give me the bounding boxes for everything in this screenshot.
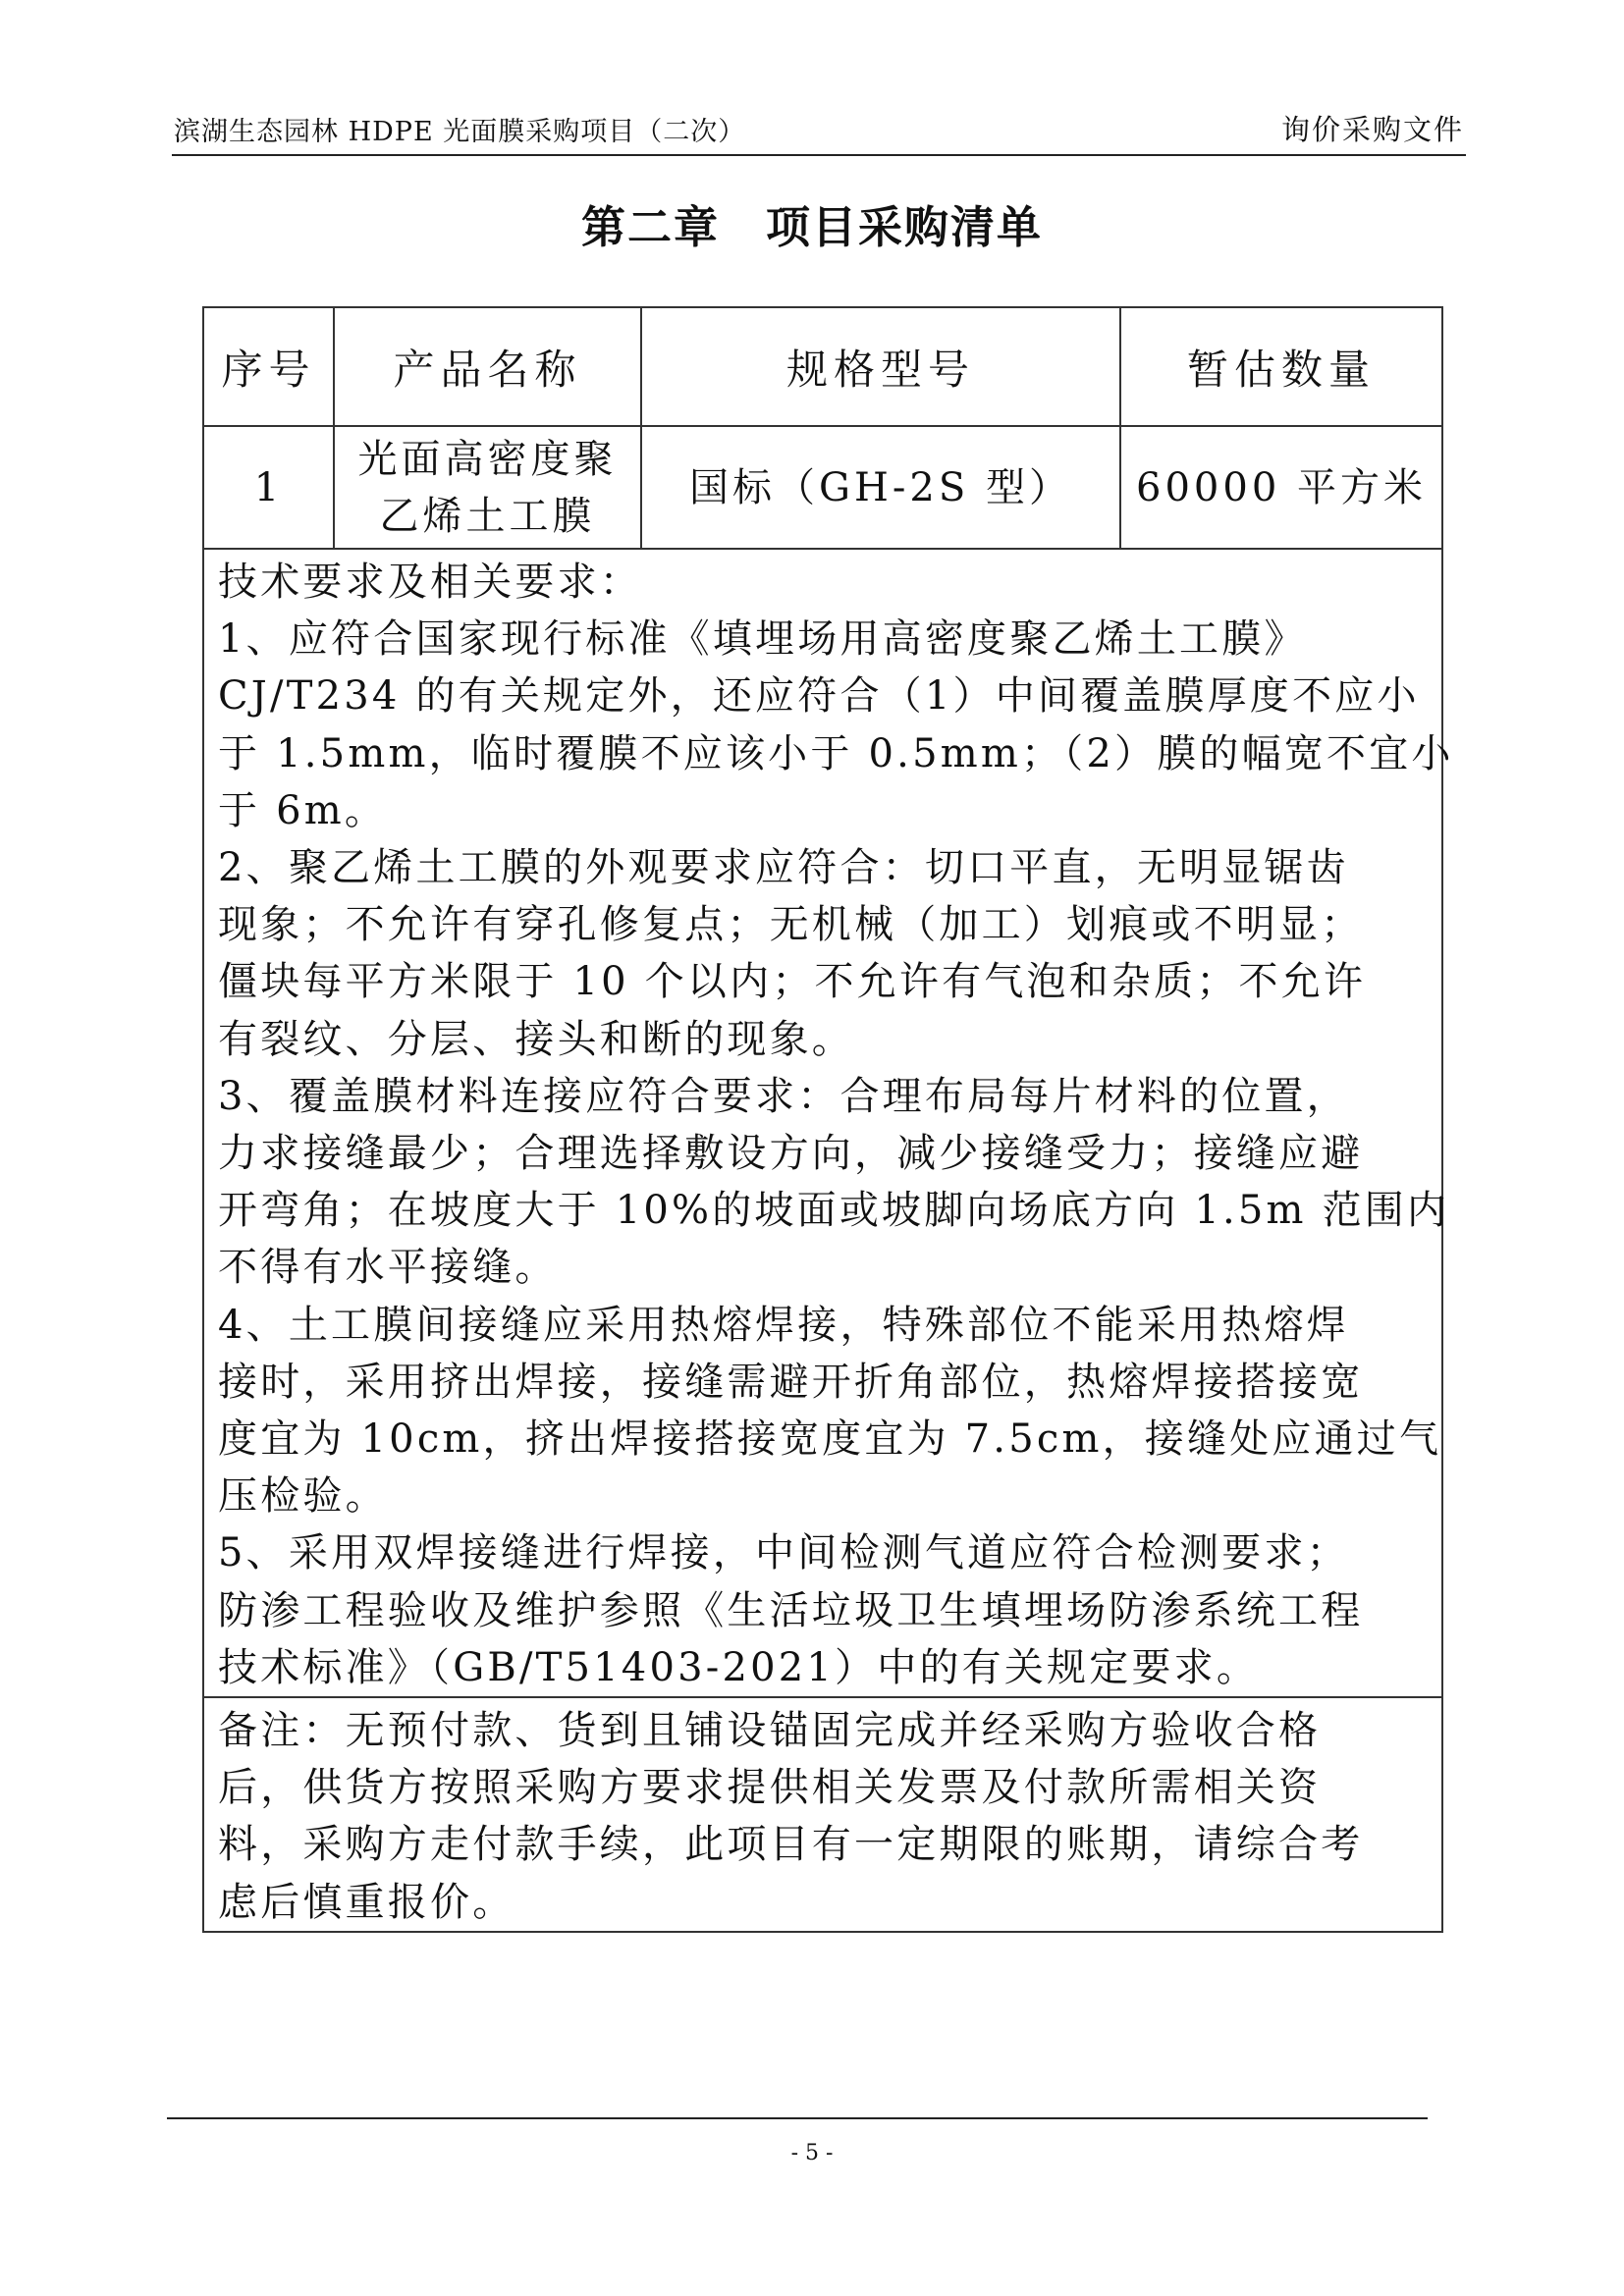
chapter-title: 第二章 项目采购清单 xyxy=(580,201,1043,253)
header-project-name: 滨湖生态园林 HDPE 光面膜采购项目（二次） xyxy=(174,117,746,147)
column-header-quantity: 暂估数量 xyxy=(1120,307,1442,426)
column-header-specification: 规格型号 xyxy=(641,307,1120,426)
cell-index: 1 xyxy=(203,426,334,549)
column-header-product-name: 产品名称 xyxy=(334,307,641,426)
requirements-line: 僵块每平方米限于 10 个以内；不允许有气泡和杂质；不允许 xyxy=(218,959,1367,1005)
requirements-line: 技术要求及相关要求： xyxy=(218,560,642,605)
requirements-line: 不得有水平接缝。 xyxy=(218,1245,558,1291)
requirements-line: 防渗工程验收及维护参照《生活垃圾卫生填埋场防渗系统工程 xyxy=(218,1587,1364,1633)
cell-product-name xyxy=(334,426,641,549)
header-divider xyxy=(172,154,1466,156)
cell-quantity: 60000 平方米 xyxy=(1120,426,1442,549)
requirements-line: 现象；不允许有穿孔修复点；无机械（加工）划痕或不明显； xyxy=(218,902,1364,948)
requirements-line: 开弯角；在坡度大于 10%的坡面或坡脚向场底方向 1.5m 范围内 xyxy=(218,1188,1450,1234)
column-header-index: 序号 xyxy=(203,307,334,426)
requirements-line: 1、应符合国家现行标准《填埋场用高密度聚乙烯土工膜》 xyxy=(218,616,1307,663)
product-name-line: 乙烯土工膜 xyxy=(379,493,596,539)
technical-requirements xyxy=(203,549,1454,1697)
remarks-line: 料，采购方走付款手续，此项目有一定期限的账期，请综合考 xyxy=(218,1822,1364,1868)
procurement-list-table xyxy=(202,306,1454,1933)
product-name-line: 光面高密度聚 xyxy=(357,436,618,482)
remarks-row xyxy=(203,1697,1442,1932)
requirements-line: 5、采用双焊接缝进行焊接，中间检测气道应符合检测要求； xyxy=(218,1530,1349,1576)
requirements-line: 接时，采用挤出焊接，接缝需避开折角部位，热熔焊接搭接宽 xyxy=(218,1359,1364,1405)
remarks-line: 虑后慎重报价。 xyxy=(218,1879,515,1925)
footer-divider xyxy=(167,2117,1428,2119)
requirements-line: 2、聚乙烯土工膜的外观要求应符合：切口平直，无明显锯齿 xyxy=(218,845,1349,891)
requirements-row xyxy=(203,549,1442,1697)
requirements-line: 度宜为 10cm，挤出焊接搭接宽度宜为 7.5cm，接缝处应通过气 xyxy=(218,1416,1442,1463)
remarks xyxy=(203,1697,1442,1932)
requirements-line: 4、土工膜间接缝应采用热熔焊接，特殊部位不能采用热熔焊 xyxy=(218,1302,1349,1348)
remarks-line: 后，供货方按照采购方要求提供相关发票及付款所需相关资 xyxy=(218,1765,1322,1811)
requirements-line: 力求接缝最少；合理选择敷设方向，减少接缝受力；接缝应避 xyxy=(218,1131,1364,1177)
cell-specification: 国标（GH-2S 型） xyxy=(641,426,1120,549)
header-document-type: 询价采购文件 xyxy=(1280,113,1464,146)
requirements-line: 于 1.5mm，临时覆膜不应该小于 0.5mm；（2）膜的幅宽不宜小 xyxy=(218,730,1454,776)
table-header-row xyxy=(203,307,1442,426)
requirements-line: 于 6m。 xyxy=(218,787,388,833)
requirements-line: 技术标准》（GB/T51403-2021）中的有关规定要求。 xyxy=(218,1644,1260,1690)
requirements-line: CJ/T234 的有关规定外，还应符合（1）中间覆盖膜厚度不应小 xyxy=(218,673,1420,720)
requirements-line: 压检验。 xyxy=(218,1473,388,1520)
requirements-line: 3、覆盖膜材料连接应符合要求：合理布局每片材料的位置， xyxy=(218,1073,1349,1119)
table-row xyxy=(203,426,1442,549)
remarks-line: 备注：无预付款、货到且铺设锚固完成并经采购方验收合格 xyxy=(218,1708,1322,1754)
requirements-line: 有裂纹、分层、接头和断的现象。 xyxy=(218,1016,854,1062)
page-number: - 5 - xyxy=(790,2141,834,2165)
